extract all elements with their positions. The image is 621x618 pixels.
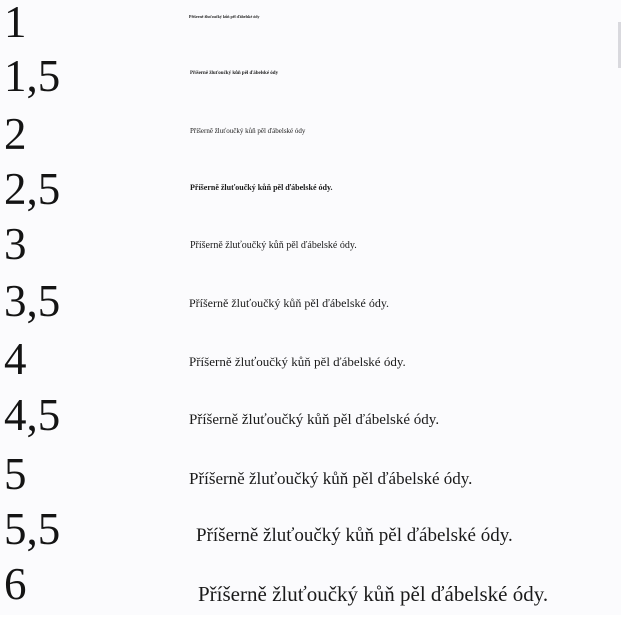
sample-row-2 xyxy=(0,109,621,168)
sample-text: Příšerně žluťoučký kůň pěl ďábelské ódy. xyxy=(189,354,406,369)
sample-row-2-5 xyxy=(0,164,621,223)
size-label: 4 xyxy=(4,334,27,384)
sample-text: Příšerně žluťoučký kůň pěl ďábelské ódy. xyxy=(190,240,357,251)
sample-text: Příšerně žluťoučký kůň pěl ďábelské ódy xyxy=(189,14,260,19)
sample-row-5-5 xyxy=(0,504,621,563)
sample-text: Příšerně žluťoučký kůň pěl ďábelské ódy xyxy=(190,71,279,76)
size-label: 5,5 xyxy=(4,504,61,554)
sample-row-4 xyxy=(0,334,621,393)
size-label: 2 xyxy=(4,109,27,159)
size-label: 4,5 xyxy=(4,390,61,440)
size-label: 5 xyxy=(4,449,27,499)
sample-text: Příšerně žluťoučký kůň pěl ďábelské ódy xyxy=(190,127,306,135)
sample-row-1 xyxy=(0,0,621,56)
sample-row-6 xyxy=(0,559,621,618)
sample-text: Příšerně žluťoučký kůň pěl ďábelské ódy. xyxy=(196,525,513,546)
size-label: 6 xyxy=(4,559,27,609)
sample-row-3-5 xyxy=(0,276,621,335)
sample-text: Příšerně žluťoučký kůň pěl ďábelské ódy. xyxy=(189,412,440,428)
sample-row-3 xyxy=(0,219,621,278)
size-label: 2,5 xyxy=(4,164,61,214)
size-label: 1 xyxy=(4,0,27,47)
sample-text: Příšerně žluťoučký kůň pěl ďábelské ódy. xyxy=(198,582,549,606)
size-label: 3,5 xyxy=(4,276,61,326)
size-label: 3 xyxy=(4,219,27,269)
sample-row-1-5 xyxy=(0,51,621,110)
sample-row-4-5 xyxy=(0,390,621,449)
sample-row-5 xyxy=(0,449,621,508)
sample-text: Příšerně žluťoučký kůň pěl ďábelské ódy. xyxy=(190,183,333,192)
sample-text: Příšerně žluťoučký kůň pěl ďábelské ódy. xyxy=(189,296,390,310)
sample-text: Příšerně žluťoučký kůň pěl ďábelské ódy. xyxy=(189,469,473,488)
size-label: 1,5 xyxy=(4,51,61,101)
